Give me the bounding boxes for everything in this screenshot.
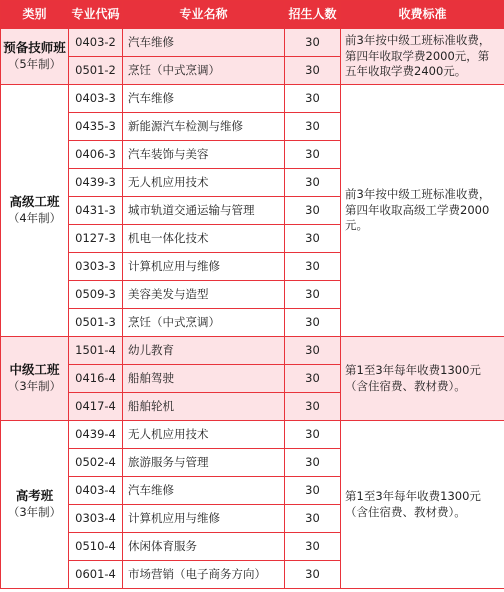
- major-code: 0501-2: [69, 57, 123, 85]
- enrollment-count: 30: [285, 85, 341, 113]
- major-code: 0406-3: [69, 141, 123, 169]
- major-name: 船舶轮机: [123, 393, 285, 421]
- enrollment-count: 30: [285, 113, 341, 141]
- fee-standard: 第1至3年每年收费1300元（含住宿费、教材费）。: [341, 337, 504, 421]
- major-name: 新能源汽车检测与维修: [123, 113, 285, 141]
- header-row: [1, 1, 504, 29]
- header-code: 专业代码: [69, 1, 123, 29]
- table-row: [1, 337, 504, 365]
- enrollment-count: 30: [285, 225, 341, 253]
- category-cell: [1, 85, 69, 337]
- major-name: 计算机应用与维修: [123, 253, 285, 281]
- major-code: 0416-4: [69, 365, 123, 393]
- major-code: 0601-4: [69, 561, 123, 589]
- major-code: 0435-3: [69, 113, 123, 141]
- major-name: 汽车装饰与美容: [123, 141, 285, 169]
- major-code: 0403-2: [69, 29, 123, 57]
- major-name: 幼儿教育: [123, 337, 285, 365]
- enrollment-count: 30: [285, 57, 341, 85]
- category-title: 高级工班: [9, 194, 60, 210]
- header-category: 类别: [1, 1, 69, 29]
- enrollment-count: 30: [285, 253, 341, 281]
- major-name: 汽车维修: [123, 29, 285, 57]
- category-duration: （3年制）: [7, 505, 62, 520]
- category-title: 中级工班: [9, 362, 60, 378]
- table-row: [1, 85, 504, 113]
- enrollment-count: 30: [285, 337, 341, 365]
- major-name: 机电一体化技术: [123, 225, 285, 253]
- major-name: 烹饪（中式烹调）: [123, 57, 285, 85]
- enrollment-count: 30: [285, 169, 341, 197]
- header-fee: 收费标准: [341, 1, 504, 29]
- enrollment-count: 30: [285, 393, 341, 421]
- major-code: 0502-4: [69, 449, 123, 477]
- major-name: 旅游服务与管理: [123, 449, 285, 477]
- major-name: 无人机应用技术: [123, 421, 285, 449]
- major-name: 汽车维修: [123, 85, 285, 113]
- major-code: 0501-3: [69, 309, 123, 337]
- major-code: 0303-3: [69, 253, 123, 281]
- fee-standard: 前3年按中级工班标准收费，第四年收取学费2000元，第五年收取学费2400元。: [341, 29, 504, 85]
- enrollment-count: 30: [285, 421, 341, 449]
- major-name: 美容美发与造型: [123, 281, 285, 309]
- category-title: 高考班: [15, 488, 54, 504]
- major-code: 0403-4: [69, 477, 123, 505]
- major-code: 0403-3: [69, 85, 123, 113]
- major-name: 汽车维修: [123, 477, 285, 505]
- table-row: [1, 421, 504, 449]
- enrollment-count: 30: [285, 281, 341, 309]
- category-title: 预备技师班: [3, 40, 66, 56]
- major-name: 船舶驾驶: [123, 365, 285, 393]
- enrollment-count: 30: [285, 365, 341, 393]
- enrollment-count: 30: [285, 477, 341, 505]
- major-code: 0439-3: [69, 169, 123, 197]
- major-name: 计算机应用与维修: [123, 505, 285, 533]
- major-name: 无人机应用技术: [123, 169, 285, 197]
- major-code: 0127-3: [69, 225, 123, 253]
- category-cell: [1, 337, 69, 421]
- fee-standard: 前3年按中级工班标准收费，第四年收取高级工学费2000元。: [341, 85, 504, 337]
- major-code: 0303-4: [69, 505, 123, 533]
- fee-standard: 第1至3年每年收费1300元（含住宿费、教材费）。: [341, 421, 504, 589]
- major-name: 烹饪（中式烹调）: [123, 309, 285, 337]
- enrollment-count: 30: [285, 29, 341, 57]
- category-duration: （3年制）: [7, 379, 62, 394]
- category-duration: （5年制）: [7, 57, 62, 72]
- major-code: 0431-3: [69, 197, 123, 225]
- header-name: 专业名称: [123, 1, 285, 29]
- category-cell: [1, 29, 69, 85]
- major-code: 0439-4: [69, 421, 123, 449]
- enrollment-count: 30: [285, 197, 341, 225]
- major-name: 市场营销（电子商务方向）: [123, 561, 285, 589]
- enrollment-count: 30: [285, 309, 341, 337]
- major-code: 1501-4: [69, 337, 123, 365]
- major-name: 城市轨道交通运输与管理: [123, 197, 285, 225]
- major-name: 休闲体育服务: [123, 533, 285, 561]
- header-count: 招生人数: [285, 1, 341, 29]
- category-duration: （4年制）: [7, 211, 62, 226]
- table-row: [1, 29, 504, 57]
- enrollment-count: 30: [285, 561, 341, 589]
- enrollment-count: 30: [285, 449, 341, 477]
- enrollment-count: 30: [285, 505, 341, 533]
- major-code: 0510-4: [69, 533, 123, 561]
- enrollment-count: 30: [285, 141, 341, 169]
- category-cell: [1, 421, 69, 589]
- major-code: 0417-4: [69, 393, 123, 421]
- major-code: 0509-3: [69, 281, 123, 309]
- enrollment-count: 30: [285, 533, 341, 561]
